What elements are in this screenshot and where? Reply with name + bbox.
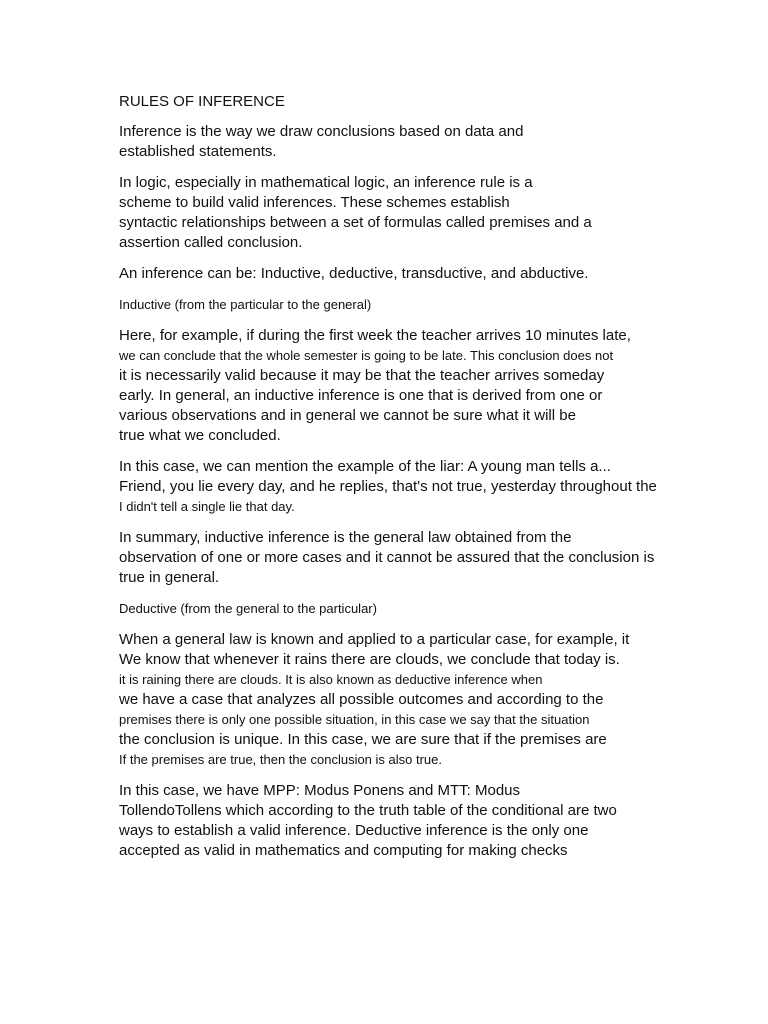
- text-line: premises there is only one possible situation, in this case we say that the situation: [119, 712, 590, 727]
- text-line: Deductive (from the general to the particular): [119, 601, 377, 616]
- text-line: In logic, especially in mathematical logic, an inference rule is a: [119, 174, 533, 191]
- text-line: we can conclude that the whole semester is going to be late. This conclusion does not: [119, 348, 614, 363]
- document-title: RULES OF INFERENCE: [119, 93, 285, 110]
- paragraph-logic: [119, 173, 708, 253]
- text-line: In summary, inductive inference is the general law obtained from the: [119, 529, 572, 546]
- text-line: Here, for example, if during the first week the teacher arrives 10 minutes late,: [119, 327, 631, 344]
- paragraph-inductive-summary: [119, 528, 708, 588]
- paragraph-modus: [119, 781, 708, 861]
- subheading-deductive: [119, 599, 708, 619]
- text-line: we have a case that analyzes all possible outcomes and according to the: [119, 691, 604, 708]
- text-line: established statements.: [119, 143, 277, 160]
- paragraph-types: [119, 264, 708, 284]
- text-line: TollendoTollens which according to the truth table of the conditional are two: [119, 802, 617, 819]
- text-line: observation of one or more cases and it cannot be assured that the conclusion is: [119, 549, 655, 566]
- paragraph-definition: [119, 122, 708, 162]
- paragraph-inductive-example: [119, 326, 708, 446]
- text-line: scheme to build valid inferences. These schemes establish: [119, 194, 510, 211]
- text-line: We know that whenever it rains there are clouds, we conclude that today is.: [119, 651, 620, 668]
- text-line: assertion called conclusion.: [119, 234, 303, 251]
- text-line: I didn't tell a single lie that day.: [119, 499, 295, 514]
- text-line: it is necessarily valid because it may be that the teacher arrives someday: [119, 367, 605, 384]
- text-line: If the premises are true, then the conclusion is also true.: [119, 752, 443, 767]
- text-line: various observations and in general we cannot be sure what it will be: [119, 407, 576, 424]
- text-line: In this case, we can mention the example of the liar: A young man tells a...: [119, 458, 611, 475]
- text-line: it is raining there are clouds. It is also known as deductive inference when: [119, 672, 543, 687]
- text-line: early. In general, an inductive inference is one that is derived from one or: [119, 387, 603, 404]
- text-line: When a general law is known and applied to a particular case, for example, it: [119, 631, 630, 648]
- text-line: true what we concluded.: [119, 427, 281, 444]
- subheading-inductive: [119, 295, 708, 315]
- text-line: the conclusion is unique. In this case, we are sure that if the premises are: [119, 731, 607, 748]
- text-line: syntactic relationships between a set of formulas called premises and a: [119, 214, 592, 231]
- text-line: Friend, you lie every day, and he replies, that's not true, yesterday throughout the: [119, 478, 657, 495]
- text-line: An inference can be: Inductive, deductive, transductive, and abductive.: [119, 265, 589, 282]
- text-line: Inductive (from the particular to the general): [119, 297, 372, 312]
- text-line: Inference is the way we draw conclusions based on data and: [119, 123, 524, 140]
- text-line: ways to establish a valid inference. Deductive inference is the only one: [119, 822, 589, 839]
- paragraph-deductive: [119, 630, 708, 770]
- text-line: In this case, we have MPP: Modus Ponens and MTT: Modus: [119, 782, 521, 799]
- text-line: true in general.: [119, 569, 220, 586]
- text-line: accepted as valid in mathematics and computing for making checks: [119, 842, 568, 859]
- paragraph-liar-example: [119, 457, 708, 517]
